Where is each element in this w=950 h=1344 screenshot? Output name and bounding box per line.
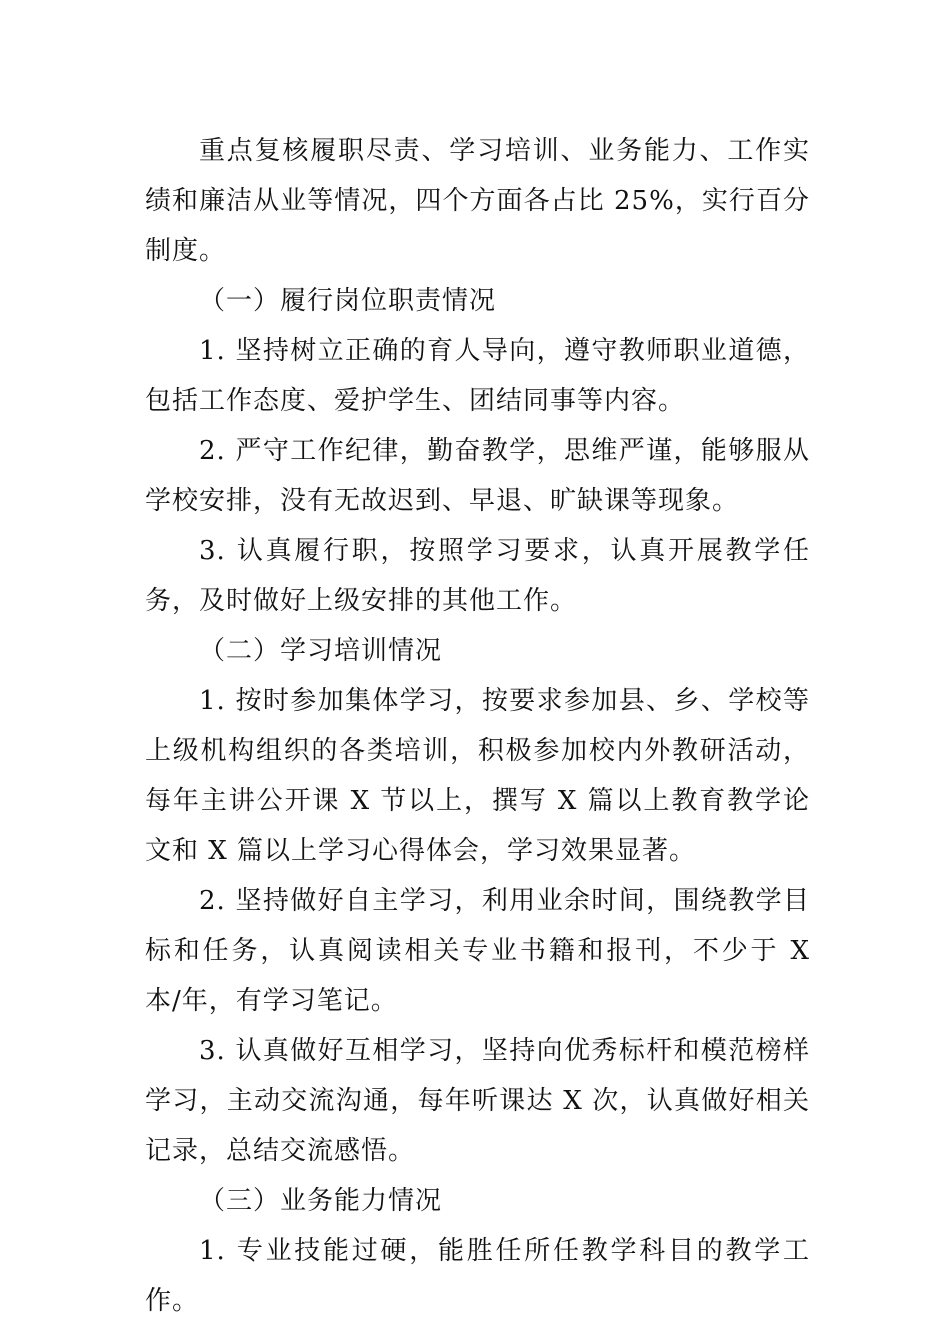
- section-heading-1: （一）履行岗位职责情况: [199, 286, 497, 316]
- paragraph-1-1: 1. 坚持树立正确的育人导向，遵守教师职业道德，包括工作态度、爱护学生、团结同事等内容。: [145, 336, 810, 416]
- paragraph-3-1: 1. 专业技能过硬，能胜任所任教学科目的教学工作。: [145, 1236, 810, 1316]
- document-body: [145, 126, 810, 1326]
- section-heading-2: （二）学习培训情况: [199, 636, 443, 666]
- section-heading-3: （三）业务能力情况: [199, 1186, 443, 1216]
- paragraph-2-3: 3. 认真做好互相学习，坚持向优秀标杆和模范榜样学习，主动交流沟通，每年听课达 X 次，认真做好相关记录，总结交流感悟。: [145, 1036, 810, 1166]
- paragraph-2-1: 1. 按时参加集体学习，按要求参加县、乡、学校等上级机构组织的各类培训，积极参加校内外教研活动，每年主讲公开课 X 节以上，撰写 X 篇以上教育教学论文和 X 篇以上学习心得体会，学习效果显著。: [145, 686, 810, 866]
- paragraph-1-3: 3. 认真履行职，按照学习要求，认真开展教学任务，及时做好上级安排的其他工作。: [145, 536, 810, 616]
- intro-paragraph: 重点复核履职尽责、学习培训、业务能力、工作实绩和廉洁从业等情况，四个方面各占比 25%，实行百分制度。: [145, 136, 810, 266]
- paragraph-1-2: 2. 严守工作纪律，勤奋教学，思维严谨，能够服从学校安排，没有无故迟到、早退、旷缺课等现象。: [145, 436, 810, 516]
- paragraph-2-2: 2. 坚持做好自主学习，利用业余时间，围绕教学目标和任务，认真阅读相关专业书籍和报刊，不少于 X 本/年，有学习笔记。: [145, 886, 810, 1016]
